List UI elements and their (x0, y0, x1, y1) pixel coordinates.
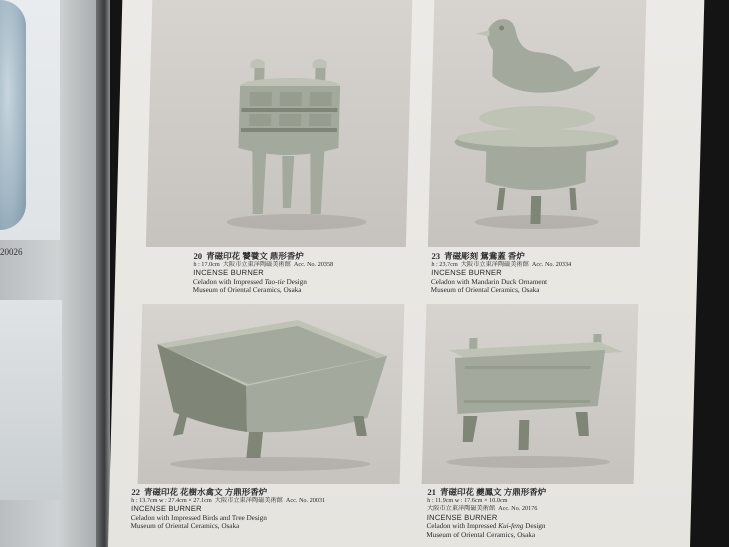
photo-item-22 (138, 304, 405, 484)
name-en: INCENSE BURNER (130, 504, 202, 514)
name-en: INCENSE BURNER (426, 512, 498, 522)
caption-item-23 (431, 252, 572, 295)
photo-item-20 (146, 0, 412, 247)
photo-item-21 (422, 304, 639, 484)
museum-ja: 大阪市立東洋陶磁美術館 (426, 505, 496, 513)
caption-meta (427, 497, 546, 506)
description: Celadon with Impressed Birds and Tree Design (130, 513, 268, 522)
caption-title (131, 488, 325, 497)
photo-item-23 (428, 0, 646, 247)
title-ja: 青磁印花 夔鳳文 方鼎形香炉 (439, 487, 547, 497)
rectangular-footed-burner-icon (422, 304, 639, 484)
caption-title (193, 252, 333, 261)
book-gutter (96, 0, 110, 547)
description (193, 278, 333, 287)
museum-en: Museum of Oriental Ceramics, Osaka (192, 286, 302, 295)
museum-en: Museum of Oriental Ceramics, Osaka (426, 530, 536, 539)
item-number: 21 (427, 487, 437, 497)
name-en: INCENSE BURNER (431, 268, 503, 278)
acc-no: Acc. No. 20358 (293, 260, 334, 268)
acc-no: Acc. No. 20176 (498, 505, 538, 513)
acc-no: Acc. No. 20334 (531, 260, 572, 268)
left-photo-top (0, 0, 60, 240)
dimensions: h : 13.7cm w : 27.4cm × 27.1cm (131, 496, 212, 504)
description-suffix: Design (284, 277, 308, 286)
caption-item-21 (426, 488, 546, 540)
item-number: 23 (431, 251, 441, 261)
dimensions: h : 11.9cm w : 17.6cm × 10.0cm (427, 496, 508, 504)
name-en: INCENSE BURNER (193, 268, 265, 278)
duck-lid-incense-burner-icon (428, 0, 646, 247)
dimensions: h : 17.0cm (193, 260, 220, 268)
description-prefix: Celadon with Impressed (426, 522, 499, 531)
description-suffix: Design (523, 522, 546, 531)
vase-image (0, 0, 26, 230)
tripod-incense-burner-icon (146, 0, 412, 247)
item-number: 22 (131, 487, 141, 497)
museum-en: Museum of Oriental Ceramics, Osaka (430, 286, 540, 295)
description-prefix: Celadon with Impressed (192, 277, 265, 286)
catalog-page (108, 0, 704, 547)
caption-title (427, 488, 546, 497)
title-ja: 青磁印花 饕餮文 鼎形香炉 (205, 251, 305, 261)
caption-title (431, 252, 571, 261)
title-ja: 青磁彫刻 鴛鴦蓋 香炉 (443, 251, 526, 261)
acc-no: Acc. No. 20031 (285, 496, 326, 504)
dimensions: h : 23.7cm (431, 260, 458, 268)
caption-item-20 (193, 252, 334, 295)
left-page-number: 20026 (0, 247, 23, 257)
description (426, 522, 545, 531)
title-ja: 青磁印花 花樹水禽文 方鼎形香炉 (143, 487, 268, 497)
left-page (0, 0, 96, 547)
description-italic: Tao-tie (264, 277, 285, 286)
left-photo-bottom (0, 300, 62, 500)
caption-item-22 (130, 488, 325, 531)
museum-ja: 大阪市立東洋陶磁美術館 (222, 260, 291, 268)
square-footed-burner-icon (138, 304, 405, 484)
museum-ja: 大阪市立東洋陶磁美術館 (460, 260, 529, 268)
museum-ja: 大阪市立東洋陶磁美術館 (214, 496, 283, 504)
item-number: 20 (193, 251, 203, 261)
museum-en: Museum of Oriental Ceramics, Osaka (130, 522, 240, 531)
description: Celadon with Mandarin Duck Ornament (430, 277, 548, 286)
description-italic: Kui-feng (498, 522, 524, 531)
